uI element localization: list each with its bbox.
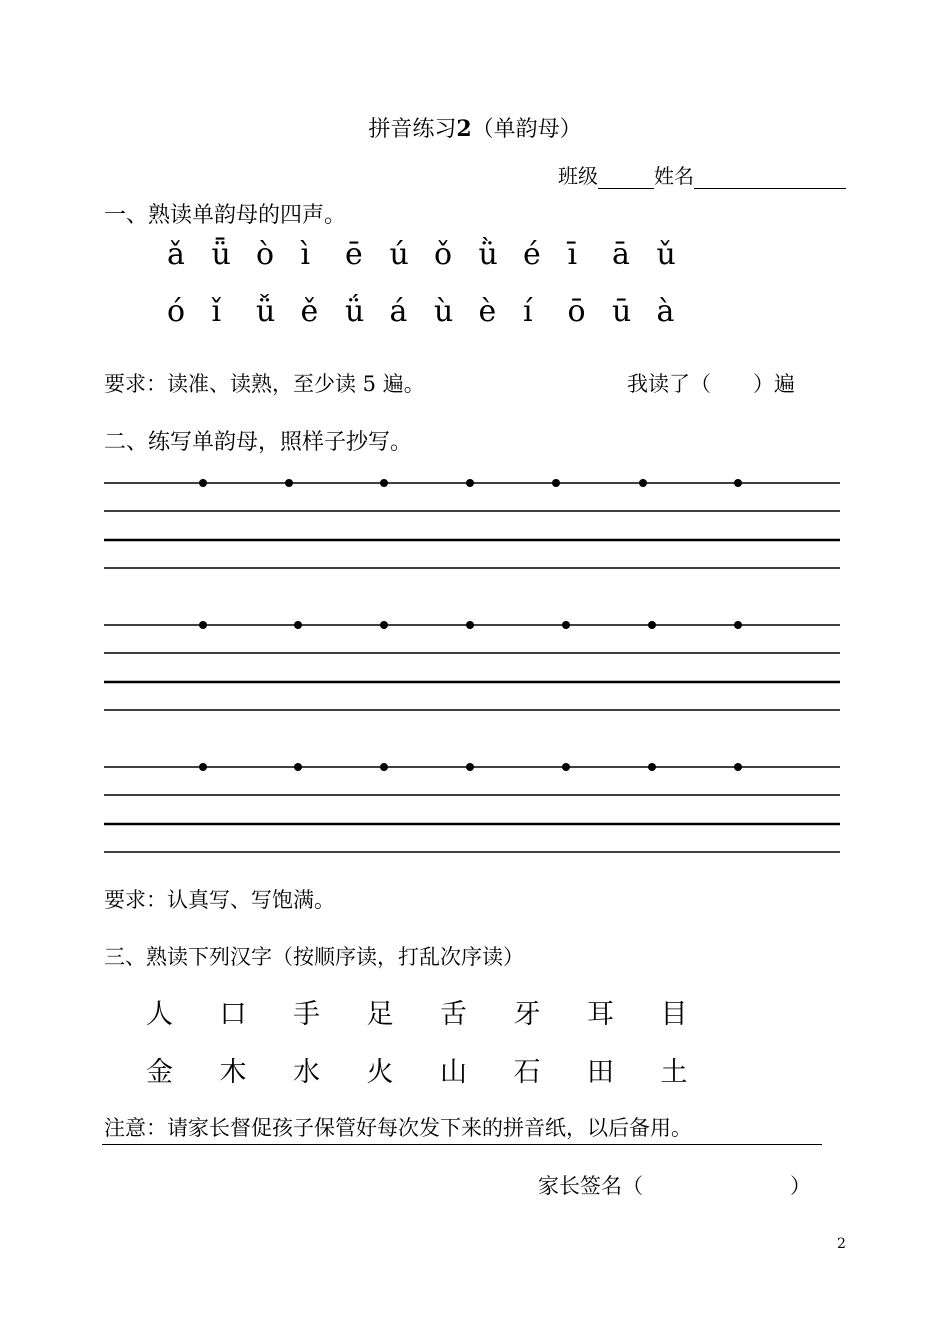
grid-dot-3-6 <box>648 763 656 771</box>
hanzi-char-7: 耳 <box>587 999 614 1030</box>
grid-dot-1-5 <box>552 479 560 487</box>
pinyin-char-7: ǒ <box>434 237 453 272</box>
pinyin-char-1: ǎ <box>167 237 185 272</box>
grid-dot-2-4 <box>466 621 474 629</box>
pinyin-char-6: ú <box>389 237 409 272</box>
title-number: 2 <box>456 116 472 142</box>
hanzi-char-3: 水 <box>293 1057 320 1088</box>
hanzi-char-7: 田 <box>587 1057 614 1088</box>
grid-dot-3-2 <box>294 763 302 771</box>
pinyin-char-6: á <box>389 294 408 329</box>
pinyin-char-9: í <box>523 294 533 329</box>
hanzi-char-2: 木 <box>219 1057 247 1088</box>
pinyin-char-4: ì <box>300 237 311 272</box>
hanzi-char-1: 人 <box>146 999 173 1030</box>
hanzi-char-6: 石 <box>513 1057 541 1088</box>
grid-dot-1-7 <box>734 479 742 487</box>
grid-dot-2-7 <box>734 621 742 629</box>
grid-dot-3-3 <box>380 763 388 771</box>
hanzi-char-3: 手 <box>293 999 320 1030</box>
pinyin-char-5: ǘ <box>345 294 365 329</box>
class-label: 班级 <box>558 164 598 188</box>
hanzi-char-2: 口 <box>219 999 247 1030</box>
grid-dot-2-3 <box>380 621 388 629</box>
hanzi-char-8: 土 <box>660 1057 688 1088</box>
pinyin-char-2: ǐ <box>211 294 222 329</box>
title-suffix: （单韵母） <box>471 117 582 142</box>
pinyin-char-8: è <box>478 294 497 329</box>
hanzi-char-5: 舌 <box>440 999 467 1030</box>
section2-heading: 二、练写单韵母，照样子抄写。 <box>104 430 413 455</box>
pinyin-char-7: ù <box>434 294 454 329</box>
reading-requirement: 要求：读准、读熟，至少读 5 遍。 <box>104 372 425 396</box>
pinyin-char-11: ā <box>612 237 630 272</box>
hanzi-row-1 <box>146 992 734 1031</box>
section1-heading: 一、熟读单韵母的四声。 <box>104 203 347 228</box>
writing-requirement: 要求：认真写、写饱满。 <box>104 888 335 912</box>
read-times-field: 我读了（ ）遍 <box>627 372 795 396</box>
grid-dot-1-1 <box>199 479 207 487</box>
grid-dot-2-1 <box>199 621 207 629</box>
pinyin-char-10: ō <box>567 294 586 329</box>
grid-dot-3-5 <box>562 763 570 771</box>
parent-note: 注意：请家长督促孩子保管好每次发下来的拼音纸，以后备用。 <box>104 1116 692 1140</box>
grid-dot-3-1 <box>199 763 207 771</box>
title-prefix: 拼音练习 <box>368 117 457 142</box>
grid-dot-1-3 <box>380 479 388 487</box>
pinyin-char-10: ī <box>567 237 578 272</box>
pinyin-char-11: ū <box>612 294 632 329</box>
hanzi-row-2 <box>146 1050 734 1089</box>
parent-signature-field[interactable]: 家长签名（ ） <box>538 1174 811 1198</box>
hanzi-char-4: 足 <box>366 999 394 1030</box>
note-underline <box>102 1144 822 1145</box>
page-number: 2 <box>837 1236 846 1252</box>
grid-dot-2-6 <box>648 621 656 629</box>
pinyin-char-9: é <box>523 237 541 272</box>
section3-heading: 三、熟读下列汉字（按顺序读，打乱次序读） <box>104 945 524 969</box>
hanzi-char-1: 金 <box>146 1057 173 1088</box>
pinyin-char-2: ǖ <box>211 237 231 272</box>
name-label: 姓名 <box>654 164 694 188</box>
hanzi-char-4: 火 <box>366 1057 394 1088</box>
pinyin-char-12: ǔ <box>656 237 676 272</box>
grid-dot-2-5 <box>562 621 570 629</box>
pinyin-char-3: ò <box>256 237 275 272</box>
pinyin-char-1: ó <box>167 294 186 329</box>
grid-dot-1-4 <box>466 479 474 487</box>
hanzi-char-8: 目 <box>660 999 688 1030</box>
grid-dot-1-2 <box>285 479 293 487</box>
pinyin-char-8: ǜ <box>478 237 498 272</box>
pinyin-char-12: à <box>656 294 675 329</box>
pinyin-char-4: ě <box>300 294 319 329</box>
hanzi-char-6: 牙 <box>513 999 541 1030</box>
grid-dot-3-4 <box>466 763 474 771</box>
pinyin-char-5: ē <box>345 237 363 272</box>
grid-dot-3-7 <box>734 763 742 771</box>
grid-dot-2-2 <box>294 621 302 629</box>
pinyin-char-3: ǚ <box>256 294 276 329</box>
hanzi-char-5: 山 <box>440 1057 467 1088</box>
grid-dot-1-6 <box>639 479 647 487</box>
